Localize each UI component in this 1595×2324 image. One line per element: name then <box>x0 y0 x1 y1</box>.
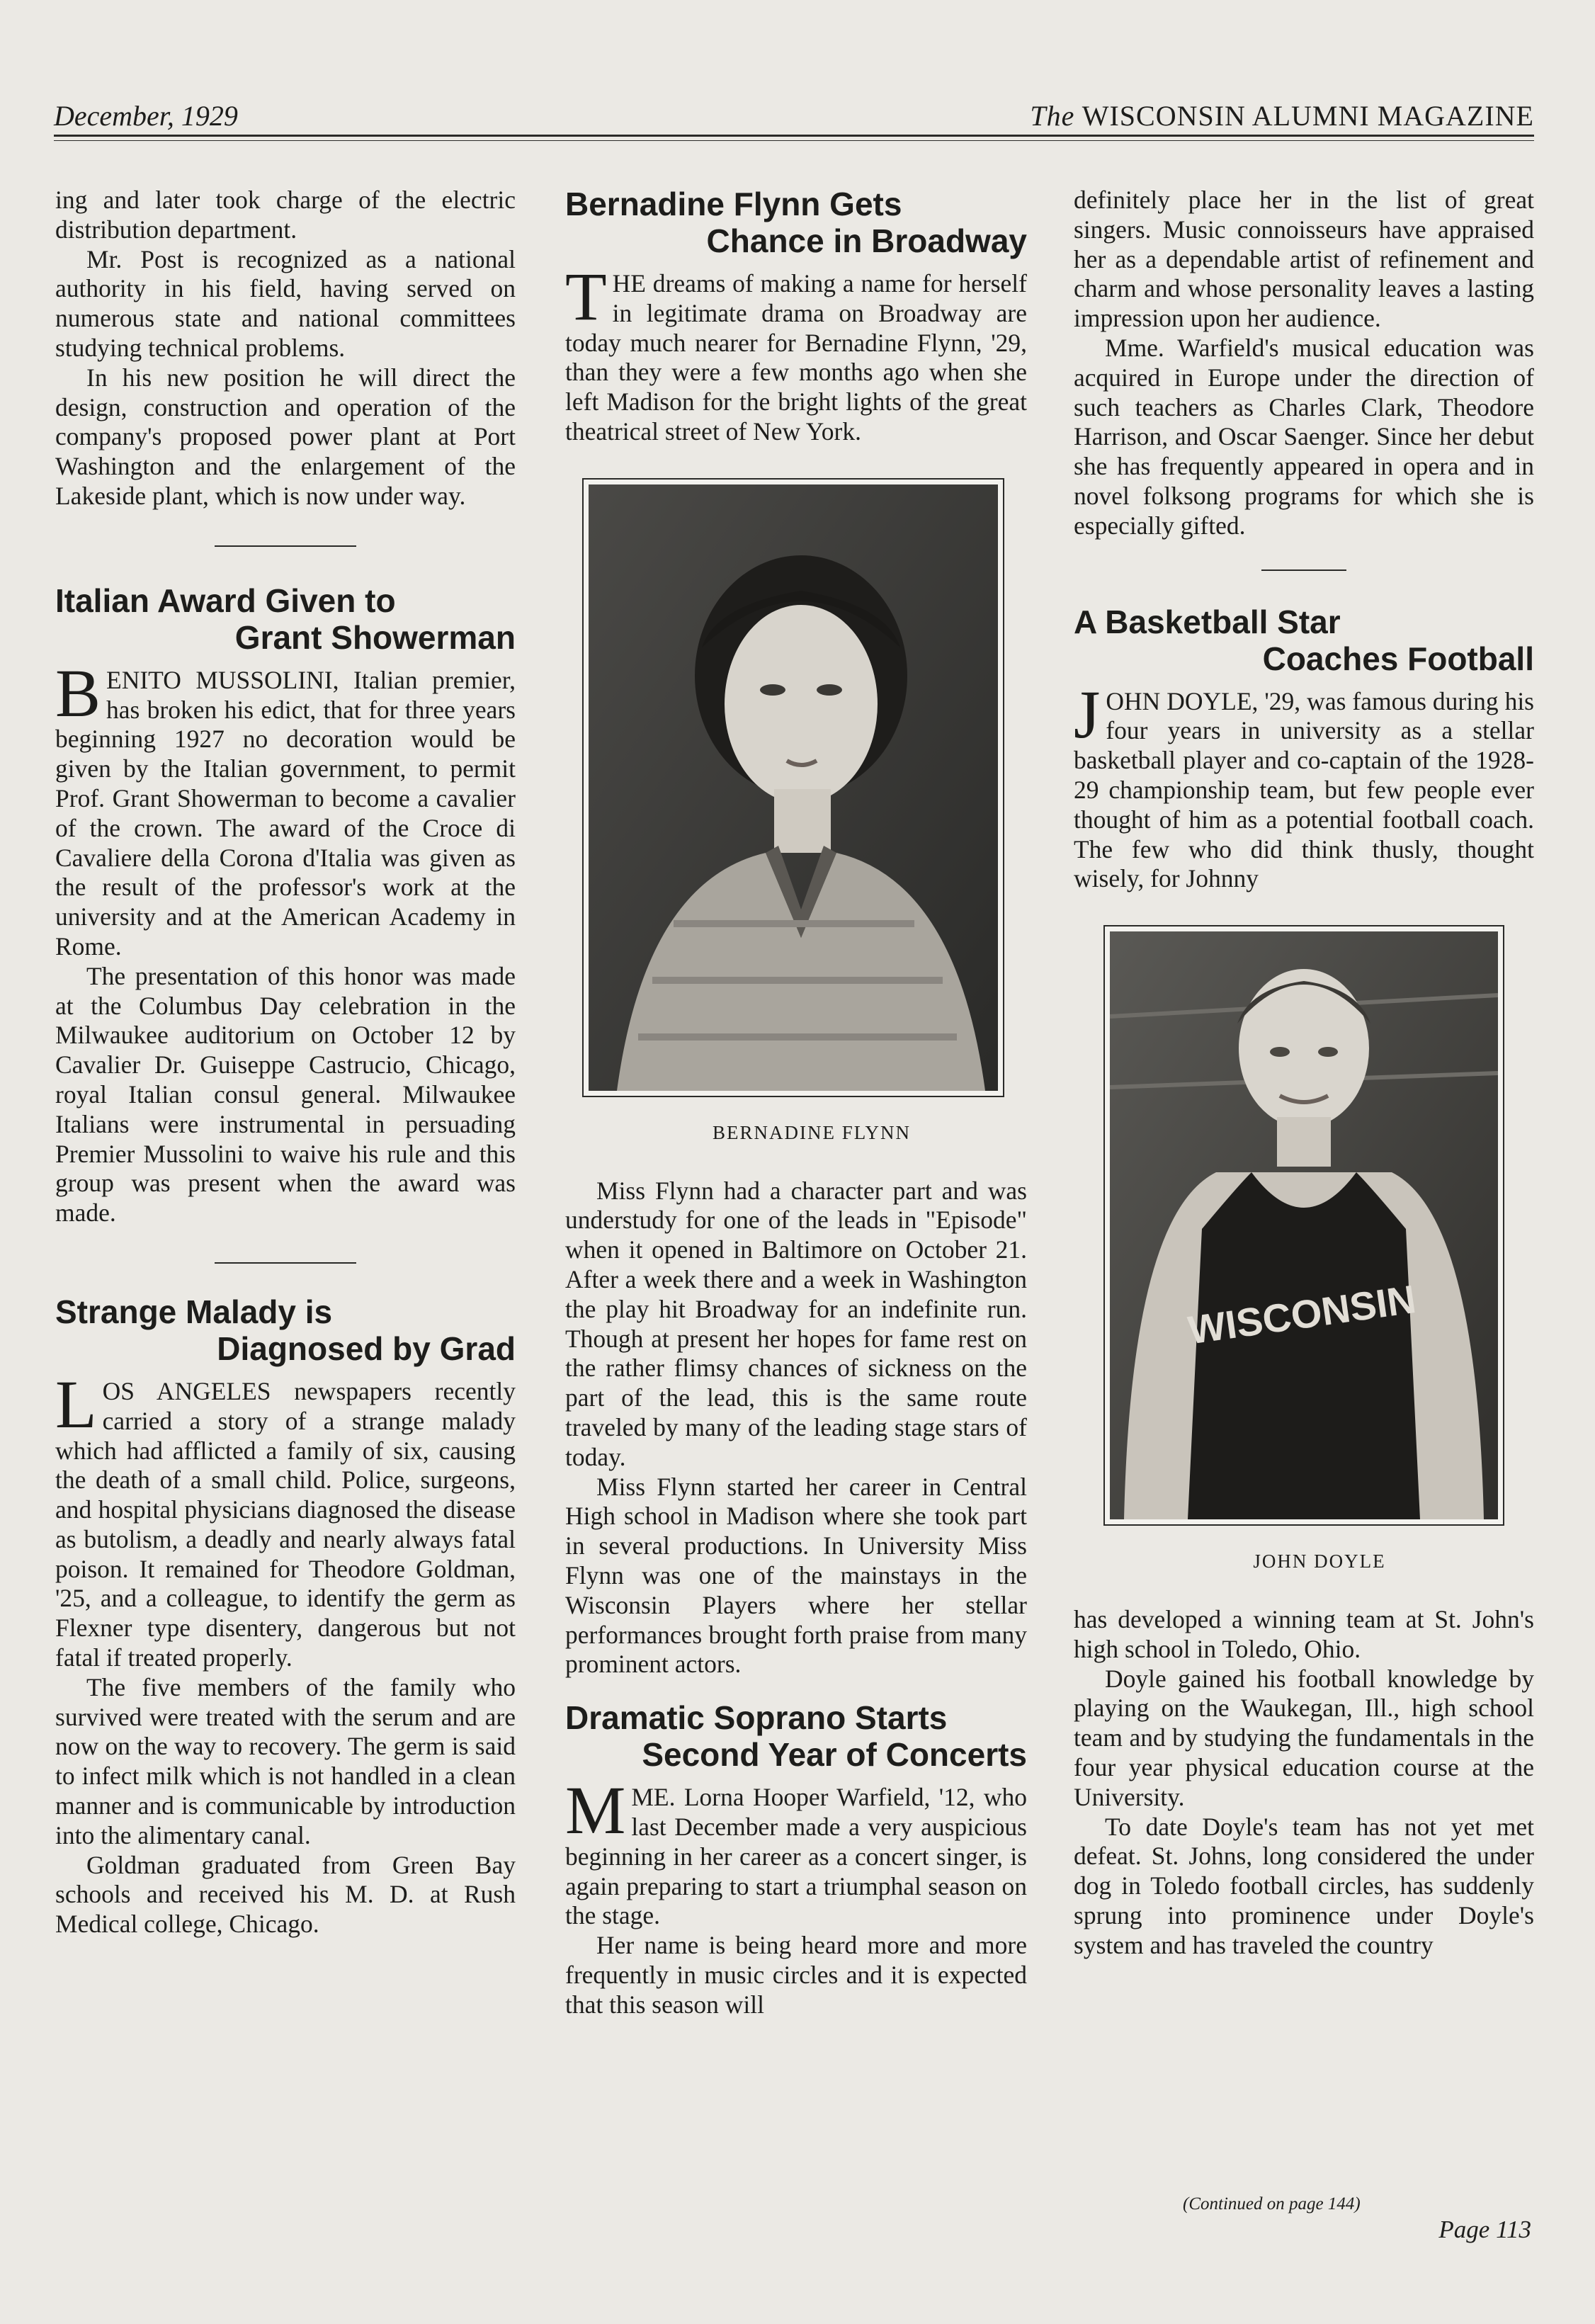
doyle-text-1: OHN DOYLE, '29, was famous during his four years in university as a stellar basketball player and co-captain of the 1928-29 championship team, but few people ever thought of him as a potential football coach. The few who did think thusly, thought wisely, for Johnny <box>1074 686 1534 893</box>
header-rule-thin <box>54 140 1534 141</box>
continued-note: (Continued on page 144) <box>1183 2194 1361 2214</box>
doyle-headline-line1: A Basketball Star <box>1074 603 1341 640</box>
soprano-headline-line1: Dramatic Soprano Starts <box>565 1699 948 1737</box>
warfield-paragraph-1: definitely place her in the list of great singers. Music connoisseurs have appraised her as a dependable artist of refinement and charm and whose personality leaves a lasting impression upon her audience. <box>1074 186 1534 333</box>
malady-paragraph-1 <box>55 1366 516 1673</box>
doyle-paragraph-3: Doyle gained his football knowledge by playing on the Waukegan, Ill., high school team and by studying the fundamentals in the four year physical education course at the University. <box>1074 1664 1534 1811</box>
italian-award-headline <box>55 582 516 656</box>
doyle-photo-caption: JOHN DOYLE <box>1253 1551 1386 1572</box>
column-right <box>1074 186 1534 1961</box>
malady-headline-line2: Diagnosed by Grad <box>217 1330 516 1367</box>
page-number: Page 113 <box>1438 2216 1531 2243</box>
malady-headline <box>55 1293 516 1367</box>
italian-award-text-1: ENITO MUSSOLINI, Italian premier, has broken his edict, that for three years beginning 1927 no decoration would be given by the Italian government, to permit Prof. Grant Showerman to become a cavalier of the crown. The award of the Croce di Cavaliere della Corona d'Italia was given as the result of the professor's work at the university and at the American Academy in Rome. <box>55 665 516 960</box>
malady-headline-line1: Strange Malady is <box>55 1293 333 1330</box>
john-doyle-photo <box>1103 925 1504 1526</box>
jersey-lettering: WISCONSIN <box>1185 1276 1419 1353</box>
soprano-headline <box>565 1699 1027 1773</box>
magazine-title-the: The <box>1030 100 1075 132</box>
flynn-headline-line2: Chance in Broadway <box>706 222 1027 259</box>
portrait-image <box>1110 931 1498 1519</box>
flynn-headline <box>565 186 1027 259</box>
bernadine-flynn-photo <box>582 478 1004 1097</box>
soprano-text-1: ME. Lorna Hooper Warfield, '12, who last December made a very auspicious beginning in her career as a concert singer, is again preparing to start a triumphal season on the stage. <box>565 1783 1027 1930</box>
soprano-paragraph-2: Her name is being heard more and more frequently in music circles and it is expected that this season will <box>565 1931 1027 2019</box>
magazine-title-rest: WISCONSIN ALUMNI MAGAZINE <box>1082 100 1534 132</box>
drop-cap: J <box>1074 676 1101 752</box>
warfield-paragraph-2: Mme. Warfield's musical education was acquired in Europe under the direction of such teachers as Charles Clark, Theodore Harrison, and Oscar Saenger. Since her debut she has frequently appeared in opera and in novel folksong programs for which she is especially gifted. <box>1074 333 1534 540</box>
malady-text-1: OS ANGELES newspapers recently carried a story of a strange malady which had afflicted a family of six, causing the death of a small child. Police, surgeons, and hospital physicians diagnosed the disease as butolism, a deadly and nearly always fatal poison. It remained for Theodore Goldman, '25, and a colleague, to identify the germ as Flexner type disentery, dangerous but not fatal if treated properly. <box>55 1376 516 1672</box>
italian-award-paragraph-1 <box>55 654 516 962</box>
header-rule-thick <box>54 135 1534 137</box>
article-separator <box>1261 569 1346 571</box>
article-separator <box>215 545 356 547</box>
portrait-image <box>589 484 998 1091</box>
drop-cap: T <box>565 259 607 334</box>
flynn-paragraph-2: Miss Flynn had a character part and was understudy for one of the leads in "Episode" when it opened in Baltimore on October 21. After a week there and a week in Washington the play hit Broadway for an indefinite run. Though at present her hopes for fame rest on the rather flimsy chances of sickness on the part of the lead, this is the same route traveled by many of the leading stage stars of today. <box>565 1176 1027 1471</box>
soprano-headline-line2: Second Year of Concerts <box>642 1736 1027 1774</box>
flynn-paragraph-3: Miss Flynn started her career in Central High school in Madison where she took part in several productions. In University Miss Flynn was one of the mainstays in the Wisconsin Players where her stellar performances brought forth praise from many prominent actors. <box>565 1472 1027 1679</box>
italian-award-headline-line1: Italian Award Given to <box>55 582 396 619</box>
italian-award-paragraph-2: The presentation of this honor was made at the Columbus Day celebration in the Milwaukee auditorium on October 12 by Cavalier Dr. Guiseppe Castrucio, Chicago, royal Italian consul general. Milwaukee Italians were instrumental in persuading Premier Mussolini to waive his rule and this group was present when the award was made. <box>55 961 516 1228</box>
post-paragraph-1: ing and later took charge of the electric distribution department. <box>55 186 516 244</box>
issue-date: December, 1929 <box>54 100 238 132</box>
portrait-illustration <box>589 484 998 1091</box>
doyle-paragraph-2: has developed a winning team at St. John's high school in Toledo, Ohio. <box>1074 1604 1534 1663</box>
drop-cap: M <box>565 1772 626 1849</box>
post-paragraph-3: In his new position he will direct the design, construction and operation of the company's proposed power plant at Port Washington and the enlargement of the Lakeside plant, which is now under way. <box>55 363 516 510</box>
portrait-illustration <box>1110 931 1498 1519</box>
column-middle <box>565 186 1027 2020</box>
soprano-paragraph-1 <box>565 1772 1027 1931</box>
drop-cap: L <box>55 1366 97 1442</box>
flynn-photo-caption: BERNADINE FLYNN <box>712 1121 912 1143</box>
article-separator <box>215 1262 356 1264</box>
flynn-text-1: HE dreams of making a name for herself in legitimate drama on Broadway are today much nearer for Bernadine Flynn, '29, than they were a few months ago when she left Madison for the bright lights of the great theatrical street of New York. <box>565 269 1027 446</box>
malady-paragraph-3: Goldman graduated from Green Bay schools and received his M. D. at Rush Medical college, Chicago. <box>55 1850 516 1939</box>
magazine-title <box>1030 99 1534 132</box>
doyle-paragraph-4: To date Doyle's team has not yet met defeat. St. Johns, long considered the under dog in Toledo football circles, has suddenly sprung into prominence under Doyle's system and has traveled the country <box>1074 1812 1534 1959</box>
doyle-paragraph-1 <box>1074 676 1534 895</box>
drop-cap: B <box>55 654 101 731</box>
italian-award-headline-line2: Grant Showerman <box>234 618 516 656</box>
column-left <box>55 186 516 1939</box>
malady-paragraph-2: The five members of the family who survived were treated with the serum and are now on the way to recovery. The germ is said to infect milk which is not handled in a clean manner and is communicable by introduction into the alimentary canal. <box>55 1672 516 1849</box>
doyle-headline-line2: Coaches Football <box>1262 640 1534 677</box>
flynn-headline-line1: Bernadine Flynn Gets <box>565 186 902 222</box>
post-paragraph-2: Mr. Post is recognized as a national authority in his field, having served on numerous state and national committees studying technical problems. <box>55 244 516 362</box>
doyle-headline <box>1074 603 1534 677</box>
flynn-paragraph-1 <box>565 259 1027 447</box>
